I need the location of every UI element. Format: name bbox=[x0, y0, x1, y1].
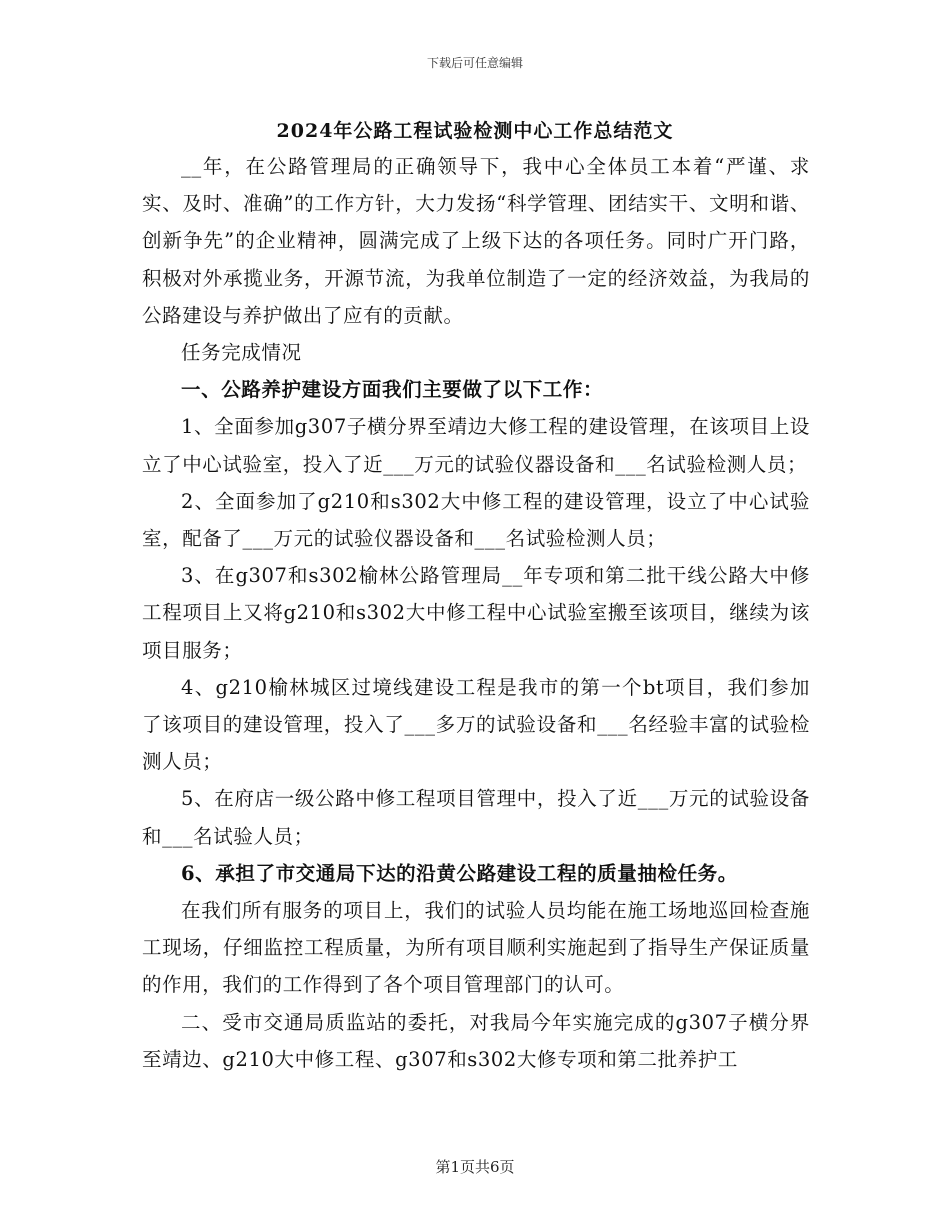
list-item-4: 4、g210榆林城区过境线建设工程是我市的第一个bt项目，我们参加了该项目的建设管理，投入了___多万的试验设备和___名经验丰富的试验检测人员； bbox=[142, 675, 810, 774]
list-item-1: 1、全面参加g307子横分界至靖边大修工程的建设管理，在该项目上设立了中心试验室，投入了近___万元的试验仪器设备和___名试验检测人员； bbox=[142, 415, 810, 476]
list-item-6: 6、承担了市交通局下达的沿黄公路建设工程的质量抽检任务。 bbox=[181, 861, 738, 885]
header-note: 下载后可任意编辑 bbox=[426, 56, 523, 70]
section-heading-1: 一、公路养护建设方面我们主要做了以下工作： bbox=[181, 378, 604, 402]
paragraph-summary: 在我们所有服务的项目上，我们的试验人员均能在施工场地巡回检查施工现场，仔细监控工程质量，为所有项目顺利实施起到了指导生产保证质量的作用，我们的工作得到了各个项目管理部门的认可。 bbox=[142, 899, 810, 997]
page-number: 第1页共6页 bbox=[435, 1158, 515, 1176]
list-item-3: 3、在g307和s302榆林公路管理局__年专项和第二批干线公路大中修工程项目上又将g210和s302大中修工程中心试验室搬至该项目，继续为该项目服务； bbox=[142, 564, 810, 662]
section-heading-2: 二、受市交通局质监站的委托，对我局今年实施完成的g307子横分界至靖边、g210大中修工程、g307和s302大修专项和第二批养护工 bbox=[142, 1010, 810, 1071]
paragraph-intro: __年，在公路管理局的正确领导下，我中心全体员工本着“严谨、求实、及时、准确”的工作方针，大力发扬“科学管理、团结实干、文明和谐、创新争先”的企业精神，圆满完成了上级下达的各项任务。同时广开门路，积极对外承揽业务，开源节流，为我单位制造了一定的经济效益，为我局的公路建设与养护做出了应有的贡献。 bbox=[142, 155, 810, 327]
document-body bbox=[142, 148, 810, 1078]
paragraph-section-label: 任务完成情况 bbox=[181, 341, 302, 365]
document-title: 2024年公路工程试验检测中心工作总结范文 bbox=[276, 120, 674, 142]
list-item-2: 2、全面参加了g210和s302大中修工程的建设管理，设立了中心试验室，配备了___万元的试验仪器设备和___名试验检测人员； bbox=[142, 489, 810, 551]
list-item-5: 5、在府店一级公路中修工程项目管理中，投入了近___万元的试验设备和___名试验人员； bbox=[142, 787, 810, 848]
